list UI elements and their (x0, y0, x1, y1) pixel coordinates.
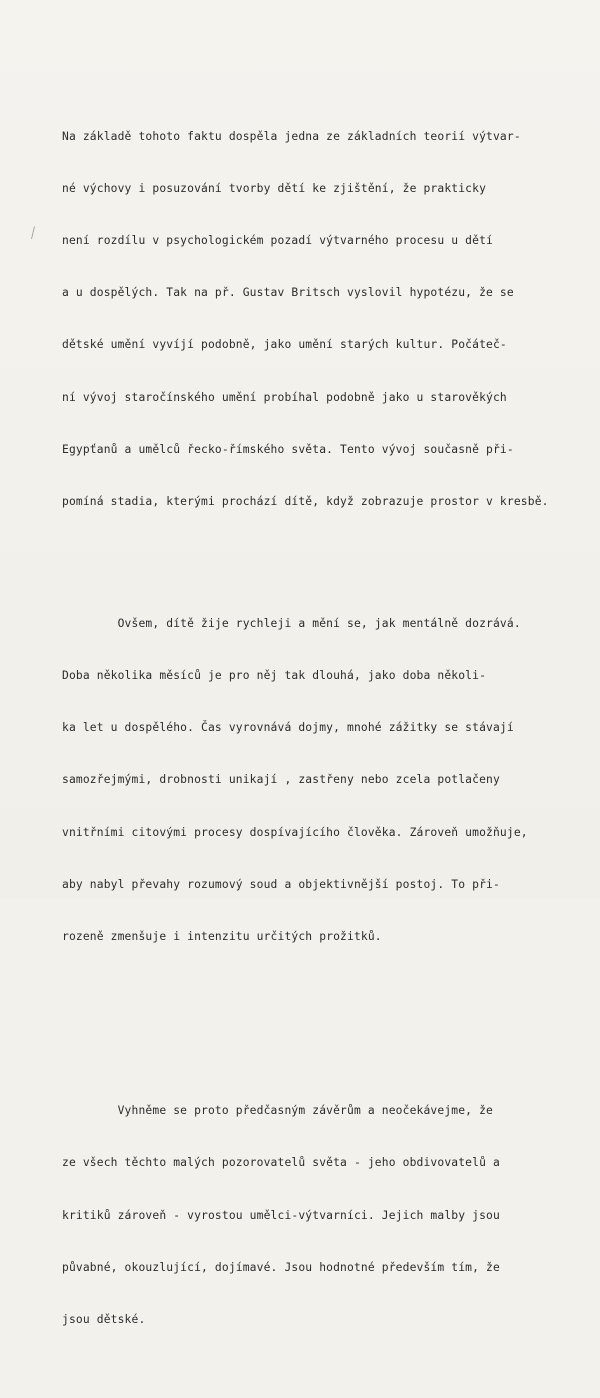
text-line: Egypťanů a umělců řecko-římského světa. Tento vývoj současně při- (62, 442, 514, 456)
text-line: ze všech těchto malých pozorovatelů světa - jeho obdivovatelů a (62, 1156, 500, 1170)
text-line: né výchovy i posuzování tvorby dětí ke zjištění, že prakticky (62, 181, 487, 195)
text-line: vnitřními citovými procesy dospívajícího člověka. Zároveň umožňuje, (62, 825, 528, 839)
text-line: Ovšem, dítě žije rychleji a mění se, jak mentálně dozrává. (62, 616, 521, 630)
text-line: Vyhněme se proto předčasným závěrům a neočekávejme, že (62, 1104, 493, 1118)
text-line: Doba několika měsíců je pro něj tak dlouhá, jako doba několi- (62, 669, 487, 683)
paragraph-2 (62, 580, 600, 980)
text-line: kritiků zároveň - vyrostou umělci-výtvarníci. Jejich malby jsou (62, 1208, 500, 1222)
paragraph-gap (62, 1015, 600, 1032)
text-line: pomíná stadia, kterými prochází dítě, když zobrazuje prostor v kresbě. (62, 495, 549, 509)
text-line: rozeně zmenšuje i intenzitu určitých prožitků. (62, 930, 382, 944)
text-line: a u dospělých. Tak na př. Gustav Britsch vyslovil hypotézu, že se (62, 286, 514, 300)
paragraph-1 (62, 93, 600, 545)
pencil-margin-mark (30, 226, 36, 240)
text-line: ka let u dospělého. Čas vyrovnává dojmy, mnohé zážitky se stávají (62, 721, 514, 735)
text-line: dětské umění vyvíjí podobně, jako umění starých kultur. Počáteč- (62, 338, 507, 352)
paragraph-3 (62, 1067, 600, 1363)
text-line: samozřejmými, drobnosti unikají , zastřeny nebo zcela potlačeny (62, 773, 500, 787)
text-line: ní vývoj staročínského umění probíhal podobně jako u starověkých (62, 390, 507, 404)
text-line: půvabné, okouzlující, dojímavé. Jsou hodnotné především tím, že (62, 1260, 500, 1274)
text-line: není rozdílu v psychologickém pozadí výtvarného procesu u dětí (62, 234, 493, 248)
text-line: Na základě tohoto faktu dospěla jedna ze základních teorií výtvar- (62, 129, 521, 143)
typescript-text (62, 58, 600, 1398)
text-line: aby nabyl převahy rozumový soud a objektivnější postoj. To při- (62, 877, 500, 891)
text-line: jsou dětské. (62, 1312, 146, 1326)
